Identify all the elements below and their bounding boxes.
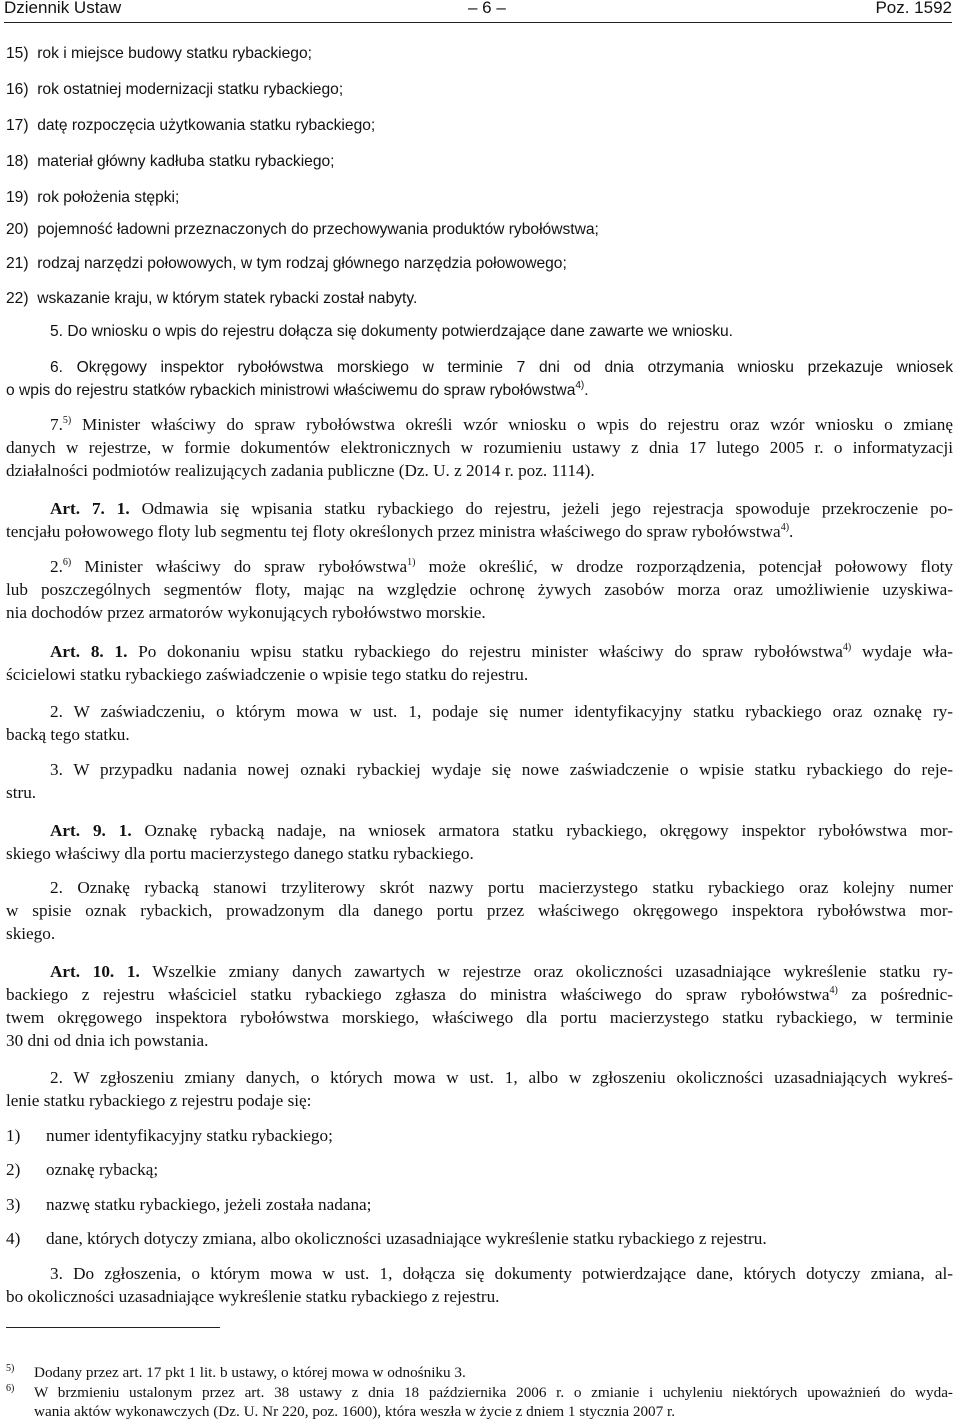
- art-8-line: ścicielowi statku rybackiego zaświadczenie o wpisie tego statku do rejestru.: [6, 665, 529, 684]
- list-item: 1) numer identyfikacyjny statku rybackiego;: [6, 1126, 333, 1145]
- art-8-line: 3. W przypadku nadania nowej oznaki rybackiej wydaje się nowe zaświadczenie o wpisie statku rybackiego do reje-: [50, 760, 953, 779]
- art-7-line: lub poszczególnych segmentów floty, mając na względzie ochronę żywych zasobów morza oraz umożliwienie uzyskiwa-: [6, 580, 953, 599]
- art-9-line: Art. 9. 1. Oznakę rybacką nadaje, na wniosek armatora statku rybackiego, okręgowy inspektor rybołówstwa mor-: [50, 821, 954, 840]
- footnote-ref: 4): [842, 642, 852, 653]
- art-10-line: twem okręgowego inspektora rybołówstwa morskiego, właściwego dla portu macierzystego statku rybackiego, w terminie: [6, 1008, 953, 1027]
- footnote-line: W brzmieniu ustalonym przez art. 38 ustawy z dnia 18 października 2006 r. o zmianie i uchyleniu niektórych upoważnień do wyda-: [34, 1384, 953, 1401]
- art-8-line: Art. 8. 1. Po dokonaniu wpisu statku rybackiego do rejestru minister właściwy do spraw rybołówstwa$^{4)}$ wydaje wła-: [50, 642, 953, 661]
- art-7-line: Art. 7. 1. Odmawia się wpisania statku rybackiego do rejestru, jeżeli jego rejestracja spowoduje przekroczenie po-: [50, 499, 954, 518]
- art-7-line: nia dochodów przez armatorów wykonujących rybołówstwo morskie.: [6, 603, 486, 622]
- art-8-line: 2. W zaświadczeniu, o którym mowa w ust. 1, podaje się numer identyfikacyjny statku rybackiego oraz oznakę ry-: [50, 702, 953, 721]
- footnote-ref: 1): [407, 557, 416, 568]
- list-item: 17) datę rozpoczęcia użytkowania statku rybackiego;: [6, 117, 376, 134]
- article-heading: Art. 8.: [50, 642, 104, 661]
- list-item: 19) rok położenia stępki;: [6, 189, 180, 206]
- art-8-line: backą tego statku.: [6, 725, 130, 744]
- art-9-line: skiego właściwy dla portu macierzystego danego statku rybackiego.: [6, 844, 474, 863]
- art-10-line: backiego z rejestru właściciel statku rybackiego zgłasza do ministra właściwego do spraw rybołówstwa$^{4)}$ za pośrednic-: [6, 985, 953, 1004]
- art-8-line: stru.: [6, 783, 37, 802]
- footnote-ref: 6): [62, 557, 72, 568]
- article-heading: Art. 7.: [50, 499, 105, 518]
- paragraph-5: 5. Do wniosku o wpis do rejestru dołącza się dokumenty potwierdzające dane zawarte we wniosku.: [50, 323, 734, 340]
- article-heading: Art. 9.: [50, 821, 106, 840]
- list-item: 16) rok ostatniej modernizacji statku rybackiego;: [6, 81, 344, 98]
- list-item: 20) pojemność ładowni przeznaczonych do przechowywania produktów rybołówstwa;: [6, 221, 599, 238]
- list-item: 2) oznakę rybacką;: [6, 1160, 159, 1179]
- article-heading: Art. 10.: [50, 962, 115, 981]
- journal-name: Dziennik Ustaw: [4, 0, 122, 17]
- position-number: Poz. 1592: [875, 0, 952, 17]
- paragraph-7-line: 7.$^{5)}$ Minister właściwy do spraw rybołówstwa określi wzór wniosku o wpis do rejestru oraz wzór wniosku o zmianę: [50, 415, 954, 434]
- list-item: 22) wskazanie kraju, w którym statek rybacki został nabyty.: [6, 290, 418, 307]
- paragraph-7-line: działalności podmiotów realizujących zadania publiczne (Dz. U. z 2014 r. poz. 1114).: [6, 461, 595, 480]
- list-item: 15) rok i miejsce budowy statku rybackiego;: [6, 45, 312, 62]
- paragraph-6-line: 6. Okręgowy inspektor rybołówstwa morskiego w terminie 7 dni od dnia otrzymania wniosku przekazuje wniosek: [50, 359, 953, 376]
- art-10-line: 30 dni od dnia ich powstania.: [6, 1031, 209, 1050]
- list-item: 4) dane, których dotyczy zmiana, albo okoliczności uzasadniające wykreślenie statku rybackiego z rejestru.: [6, 1229, 767, 1248]
- art-7-line: tencjału połowowego floty lub segmentu tej floty określonych przez ministra właściwego do spraw rybołówstwa$^{4)}$.: [6, 522, 794, 541]
- footnote-ref: 4): [829, 985, 838, 996]
- art-10-line: lenie statku rybackiego z rejestru podaje się:: [6, 1091, 312, 1110]
- footnote-ref: 4): [780, 522, 790, 533]
- footnote-divider: [6, 1327, 220, 1328]
- footnote-ref: 4): [575, 380, 585, 391]
- paragraph-7-line: danych w rejestrze, w formie dokumentów elektronicznych w rozumieniu ustawy z dnia 17 lutego 2005 r. o informatyzacji: [6, 438, 953, 457]
- art-10-line: 3. Do zgłoszenia, o którym mowa w ust. 1, dołącza się dokumenty potwierdzające dane, których dotyczy zmiana, al-: [50, 1264, 953, 1283]
- footnote-ref: 5): [62, 415, 72, 426]
- list-item: 3) nazwę statku rybackiego, jeżeli została nadana;: [6, 1195, 372, 1214]
- art-10-line: bo okoliczności uzasadniające wykreślenie statku rybackiego z rejestru.: [6, 1287, 500, 1306]
- art-9-line: w spisie oznak rybackich, prowadzonym dla danego portu przez właściwego okręgowego inspektora rybołówstwa mor-: [6, 901, 953, 920]
- paragraph-6-line: o wpis do rejestru statków rybackich ministrowi właściwemu do spraw rybołówstwa$^{4)}$.: [6, 380, 589, 399]
- list-item: 18) materiał główny kadłuba statku rybackiego;: [6, 153, 335, 170]
- page-header: [4, 0, 952, 23]
- art-9-line: 2. Oznakę rybacką stanowi trzyliterowy skrót nazwy portu macierzystego statku rybackiego oraz kolejny numer: [50, 878, 953, 897]
- document-page: Dziennik Ustaw – 6 – Poz. 1592 15) rok i miejsce budowy statku rybackiego; 16) rok ostatniej modernizacji statku rybackiego; 17) datę rozpoczęcia użytkowania statku rybackiego; 18) materiał główny kadłuba statku rybackiego; 19) rok położenia stępki; 20) pojemność ładowni przeznaczonych do przechowywania produktów rybołówstwa; 21) rodzaj narzędzi połowowych, w tym rodzaj głównego narzędzia połowowego; 22) wskazanie kraju, w którym statek rybacki został nabyty. 5. Do wniosku o wpis do rejestru dołącza się dokumenty potwierdzające dane zawarte we wniosku. 6. Okręgowy inspektor rybołówstwa morskiego w terminie 7 dni od dnia otrzymania wniosku przekazuje wniosek o wpis do rejestru statków rybackich ministrowi właściwemu do spraw rybołówstwa$^{4)}$. 7.$^{5)}$ Minister właściwy do spraw rybołówstwa określi wzór wniosku o wpis do rejestru oraz wzór wniosku o zmianę danych w rejestrze, w formie dokumentów elektronicznych w rozumieniu ustawy z dnia 17 lutego 2005 r. o informatyzacji działalności podmiotów realizujących zadania publiczne (Dz. U. z 2014 r. poz. 1114). Art. 7. 1. Odmawia się wpisania statku rybackiego do rejestru, jeżeli jego rejestracja spowoduje przekroczenie po- tencjału połowowego floty lub segmentu tej floty określonych przez ministra właściwego do spraw rybołówstwa$^{4)}$. 2.$^{6)}$ Minister właściwy do spraw rybołówstwa$^{1)}$ może określić, w drodze rozporządzenia, potencjał połowowy floty lub poszczególnych segmentów floty, mając na względzie ochronę żywych zasobów morza oraz umożliwienie uzyskiwa- nia dochodów przez armatorów wykonujących rybołówstwo morskie. Art. 8. 1. Po dokonaniu wpisu statku rybackiego do rejestru minister właściwy do spraw rybołówstwa$^{4)}$ wydaje wła- ścicielowi statku rybackiego zaświadczenie o wpisie tego statku do rejestru. 2. W zaświadczeniu, o którym mowa w ust. 1, podaje się numer identyfikacyjny statku rybackiego oraz oznakę ry- backą tego statku. 3. W przypadku nadania nowej oznaki rybackiej wydaje się nowe zaświadczenie o wpisie statku rybackiego do reje- stru. Art. 9. 1. Oznakę rybacką nadaje, na wniosek armatora statku rybackiego, okręgowy inspektor rybołówstwa mor- skiego właściwy dla portu macierzystego danego statku rybackiego. 2. Oznakę rybacką stanowi trzyliterowy skrót nazwy portu macierzystego statku rybackiego oraz kolejny numer w spisie oznak rybackich, prowadzonym dla danego portu przez właściwego okręgowego inspektora rybołówstwa mor- skiego. Art. 10. 1. Wszelkie zmiany danych zawartych w rejestrze oraz okoliczności uzasadniające wykreślenie statku ry- backiego z rejestru właściciel statku rybackiego zgłasza do ministra właściwego do spraw rybołówstwa$^{4)}$ za pośrednic- twem okręgowego inspektora rybołówstwa morskiego, właściwego dla portu macierzystego statku rybackiego, w terminie 30 dni od dnia ich powstania. 2. W zgłoszeniu zmiany danych, o których mowa w ust. 1, albo w zgłoszeniu okoliczności uzasadniających wykreś- lenie statku rybackiego z rejestru podaje się: 1) numer identyfikacyjny statku rybackiego; 2) oznakę rybacką; 3) nazwę statku rybackiego, jeżeli została nadana; 4) dane, których dotyczy zmiana, albo okoliczności uzasadniające wykreślenie statku rybackiego z rejestru. 3. Do zgłoszenia, o którym mowa w ust. 1, dołącza się dokumenty potwierdzające dane, których dotyczy zmiana, al- bo okoliczności uzasadniające wykreślenie statku rybackiego z rejestru. 5) Dodany przez art. 17 pkt 1 lit. b ustawy, o której mowa w odnośniku 3. 6) W brzmieniu ustalonym przez art. 38 ustawy z dnia 18 października 2006 r. o zmianie i uchyleniu niektórych upoważnień do wyda- wania aktów wykonawczych (Dz. U. Nr 220, poz. 1600), która weszła w życie z dniem 1 stycznia 2007 r.: [4, 0, 954, 1420]
- art-10-line: 2. W zgłoszeniu zmiany danych, o których mowa w ust. 1, albo w zgłoszeniu okoliczności uzasadniających wykreś-: [50, 1068, 953, 1087]
- list-item: 21) rodzaj narzędzi połowowych, w tym rodzaj głównego narzędzia połowowego;: [6, 255, 567, 272]
- art-7-line: 2.$^{6)}$ Minister właściwy do spraw rybołówstwa$^{1)}$ może określić, w drodze rozporządzenia, potencjał połowowy floty: [50, 557, 954, 576]
- page-number: – 6 –: [468, 0, 506, 17]
- art-10-line: Art. 10. 1. Wszelkie zmiany danych zawartych w rejestrze oraz okoliczności uzasadniające wykreślenie statku ry-: [50, 962, 954, 981]
- art-9-line: skiego.: [6, 924, 56, 943]
